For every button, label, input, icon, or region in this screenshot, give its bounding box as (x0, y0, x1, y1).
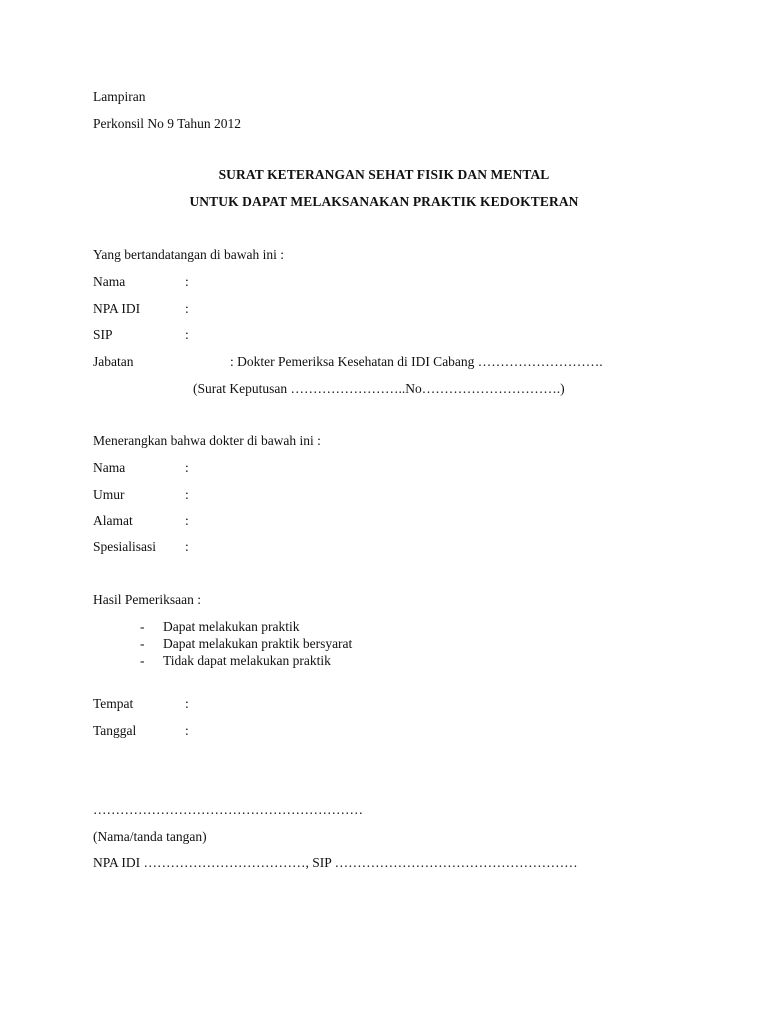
attachment-label: Lampiran (93, 89, 146, 104)
subject-specialization-colon: : (185, 539, 189, 554)
result-heading: Hasil Pemeriksaan : (93, 592, 201, 607)
signer-npa-label: NPA IDI (93, 301, 141, 316)
result-option-dash: - (140, 636, 145, 651)
subject-name-label: Nama (93, 460, 126, 475)
signer-position-value: : Dokter Pemeriksa Kesehatan di IDI Cabang ………………………. (230, 354, 603, 369)
result-option-can-practice: Dapat melakukan praktik (163, 619, 300, 634)
signer-intro: Yang bertandatangan di bawah ini : (93, 247, 284, 262)
place-label: Tempat (93, 696, 134, 711)
result-option-dash: - (140, 653, 145, 668)
signer-name-colon: : (185, 274, 189, 289)
subject-intro: Menerangkan bahwa dokter di bawah ini : (93, 433, 321, 448)
result-option-conditional: Dapat melakukan praktik bersyarat (163, 636, 353, 651)
subject-age-label: Umur (93, 487, 125, 502)
document-title-line-2: UNTUK DAPAT MELAKSANAKAN PRAKTIK KEDOKTERAN (189, 194, 579, 209)
signature-caption: (Nama/tanda tangan) (93, 829, 207, 844)
subject-address-colon: : (185, 513, 189, 528)
signer-sip-colon: : (185, 327, 189, 342)
decree-reference: (Surat Keputusan ……………………..No………………………….) (193, 381, 565, 396)
subject-address-label: Alamat (93, 513, 133, 528)
signer-position-label: Jabatan (93, 354, 134, 369)
date-colon: : (185, 723, 189, 738)
subject-age-colon: : (185, 487, 189, 502)
result-option-cannot-practice: Tidak dapat melakukan praktik (163, 653, 331, 668)
signer-sip-label: SIP (93, 327, 113, 342)
signer-ids-line: NPA IDI ………………………………, SIP ……………………………………………… (93, 855, 578, 870)
place-colon: : (185, 696, 189, 711)
signer-npa-colon: : (185, 301, 189, 316)
result-option-dash: - (140, 619, 145, 634)
subject-name-colon: : (185, 460, 189, 475)
date-label: Tanggal (93, 723, 137, 738)
regulation-reference: Perkonsil No 9 Tahun 2012 (93, 116, 242, 131)
document-title-line-1: SURAT KETERANGAN SEHAT FISIK DAN MENTAL (218, 167, 550, 182)
signature-line: …………………………………………………… (93, 802, 363, 817)
subject-specialization-label: Spesialisasi (93, 539, 156, 554)
signer-name-label: Nama (93, 274, 126, 289)
